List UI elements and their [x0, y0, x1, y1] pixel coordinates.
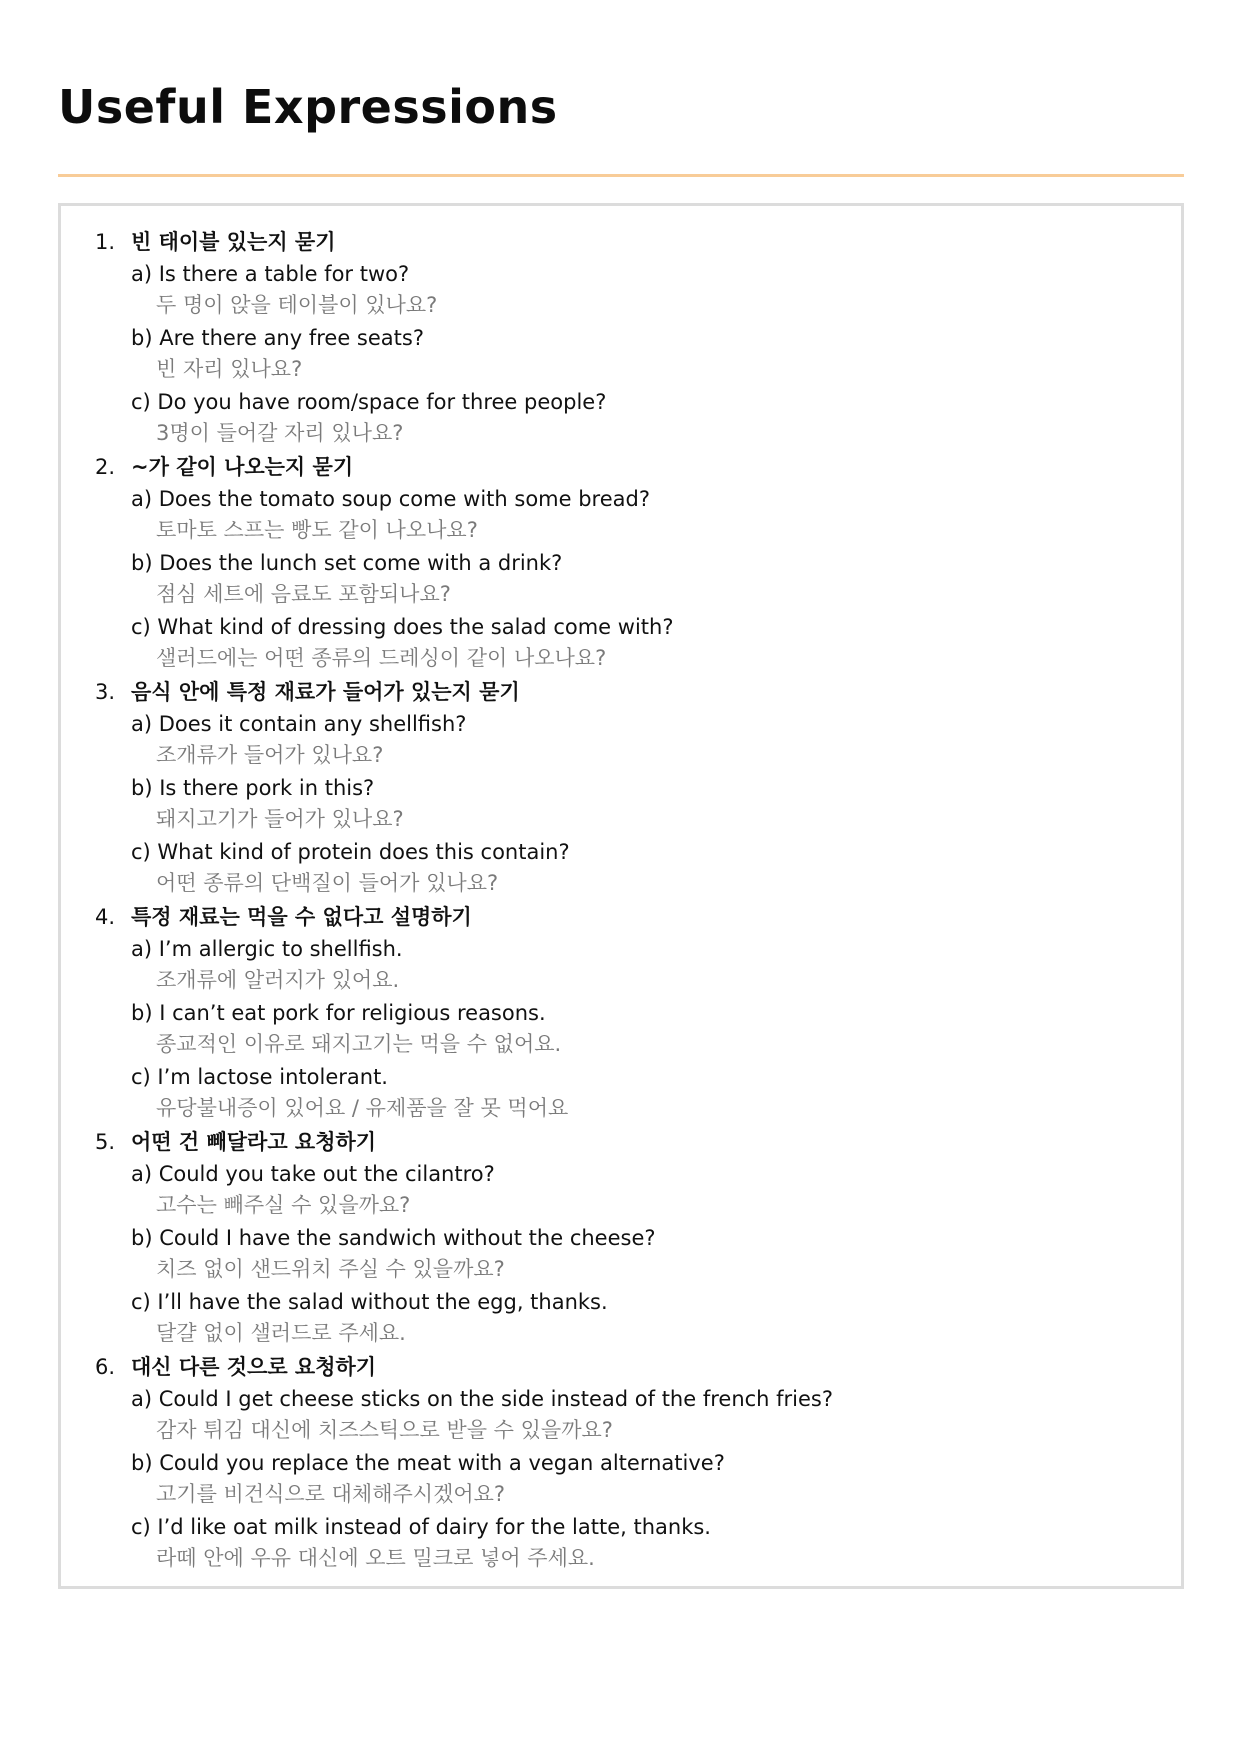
english-expression: a) Does it contain any shellfish?	[131, 712, 467, 736]
section-3	[95, 676, 1161, 898]
section-5	[95, 1126, 1161, 1348]
section-number: 4.	[95, 905, 116, 929]
korean-translation: 3명이 들어갈 자리 있나요?	[156, 421, 404, 445]
english-expression: b) Could you replace the meat with a vegan alternative?	[131, 1451, 725, 1475]
title-divider	[58, 174, 1184, 177]
section-2	[95, 451, 1161, 673]
korean-translation: 조개류가 들어가 있나요?	[156, 743, 384, 767]
section-header	[95, 451, 1161, 484]
english-expression: c) What kind of dressing does the salad come with?	[131, 615, 674, 639]
section-header	[95, 1126, 1161, 1159]
expression-item	[131, 259, 1161, 320]
expression-item	[131, 1062, 1161, 1123]
expressions-box	[58, 203, 1184, 1589]
korean-translation: 어떤 종류의 단백질이 들어가 있나요?	[156, 871, 499, 895]
expression-item	[131, 612, 1161, 673]
english-expression: c) I’d like oat milk instead of dairy for the latte, thanks.	[131, 1515, 711, 1539]
expression-item	[131, 934, 1161, 995]
expression-item	[131, 1159, 1161, 1220]
english-expression: b) Does the lunch set come with a drink?	[131, 551, 563, 575]
section-heading: ~가 같이 나오는지 묻기	[131, 455, 354, 479]
english-expression: b) Are there any free seats?	[131, 326, 424, 350]
english-expression: c) What kind of protein does this contain?	[131, 840, 570, 864]
section-heading: 특정 재료는 먹을 수 없다고 설명하기	[131, 905, 472, 929]
section-heading: 빈 태이블 있는지 묻기	[131, 230, 336, 254]
section-heading: 대신 다른 것으로 요청하기	[131, 1355, 377, 1379]
english-expression: a) Could I get cheese sticks on the side instead of the french fries?	[131, 1387, 834, 1411]
korean-translation: 감자 튀김 대신에 치즈스틱으로 받을 수 있을까요?	[156, 1418, 613, 1442]
expression-item	[131, 323, 1161, 384]
english-expression: a) Could you take out the cilantro?	[131, 1162, 495, 1186]
section-heading: 어떤 건 빼달라고 요청하기	[131, 1130, 377, 1154]
section-header	[95, 1351, 1161, 1384]
expression-item	[131, 1512, 1161, 1573]
section-6	[95, 1351, 1161, 1573]
korean-translation: 돼지고기가 들어가 있나요?	[156, 807, 404, 831]
section-number: 1.	[95, 230, 116, 254]
section-number: 5.	[95, 1130, 116, 1154]
expression-item	[131, 1384, 1161, 1445]
expression-item	[131, 709, 1161, 770]
english-expression: c) I’m lactose intolerant.	[131, 1065, 388, 1089]
english-expression: a) I’m allergic to shellfish.	[131, 937, 403, 961]
english-expression: b) Is there pork in this?	[131, 776, 375, 800]
section-header	[95, 226, 1161, 259]
section-heading: 음식 안에 특정 재료가 들어가 있는지 묻기	[131, 680, 520, 704]
korean-translation: 조개류에 알러지가 있어요.	[156, 968, 400, 992]
page-title: Useful Expressions	[58, 80, 558, 134]
korean-translation: 점심 세트에 음료도 포함되나요?	[156, 582, 451, 606]
section-number: 3.	[95, 680, 116, 704]
korean-translation: 토마토 스프는 빵도 같이 나오나요?	[156, 518, 478, 542]
korean-translation: 샐러드에는 어떤 종류의 드레싱이 같이 나오나요?	[156, 646, 607, 670]
expression-item	[131, 1287, 1161, 1348]
english-expression: a) Is there a table for two?	[131, 262, 410, 286]
korean-translation: 고기를 비건식으로 대체해주시겠어요?	[156, 1482, 506, 1506]
section-header	[95, 901, 1161, 934]
expression-item	[131, 548, 1161, 609]
english-expression: c) I’ll have the salad without the egg, thanks.	[131, 1290, 608, 1314]
section-4	[95, 901, 1161, 1123]
korean-translation: 달걀 없이 샐러드로 주세요.	[156, 1321, 406, 1345]
korean-translation: 빈 자리 있나요?	[156, 357, 303, 381]
section-header	[95, 676, 1161, 709]
english-expression: a) Does the tomato soup come with some bread?	[131, 487, 650, 511]
korean-translation: 치즈 없이 샌드위치 주실 수 있을까요?	[156, 1257, 505, 1281]
section-number: 6.	[95, 1355, 116, 1379]
expression-item	[131, 387, 1161, 448]
korean-translation: 라떼 안에 우유 대신에 오트 밀크로 넣어 주세요.	[156, 1546, 595, 1570]
expression-item	[131, 837, 1161, 898]
expression-item	[131, 773, 1161, 834]
expressions-list	[95, 226, 1161, 1576]
korean-translation: 종교적인 이유로 돼지고기는 먹을 수 없어요.	[156, 1032, 562, 1056]
english-expression: b) I can’t eat pork for religious reasons.	[131, 1001, 546, 1025]
section-1	[95, 226, 1161, 448]
english-expression: b) Could I have the sandwich without the cheese?	[131, 1226, 656, 1250]
expression-item	[131, 1448, 1161, 1509]
korean-translation: 고수는 빼주실 수 있을까요?	[156, 1193, 411, 1217]
expression-item	[131, 484, 1161, 545]
english-expression: c) Do you have room/space for three people?	[131, 390, 607, 414]
expression-item	[131, 1223, 1161, 1284]
expression-item	[131, 998, 1161, 1059]
korean-translation: 두 명이 앉을 테이블이 있나요?	[156, 293, 438, 317]
section-number: 2.	[95, 455, 116, 479]
korean-translation: 유당불내증이 있어요 / 유제품을 잘 못 먹어요	[156, 1096, 569, 1120]
